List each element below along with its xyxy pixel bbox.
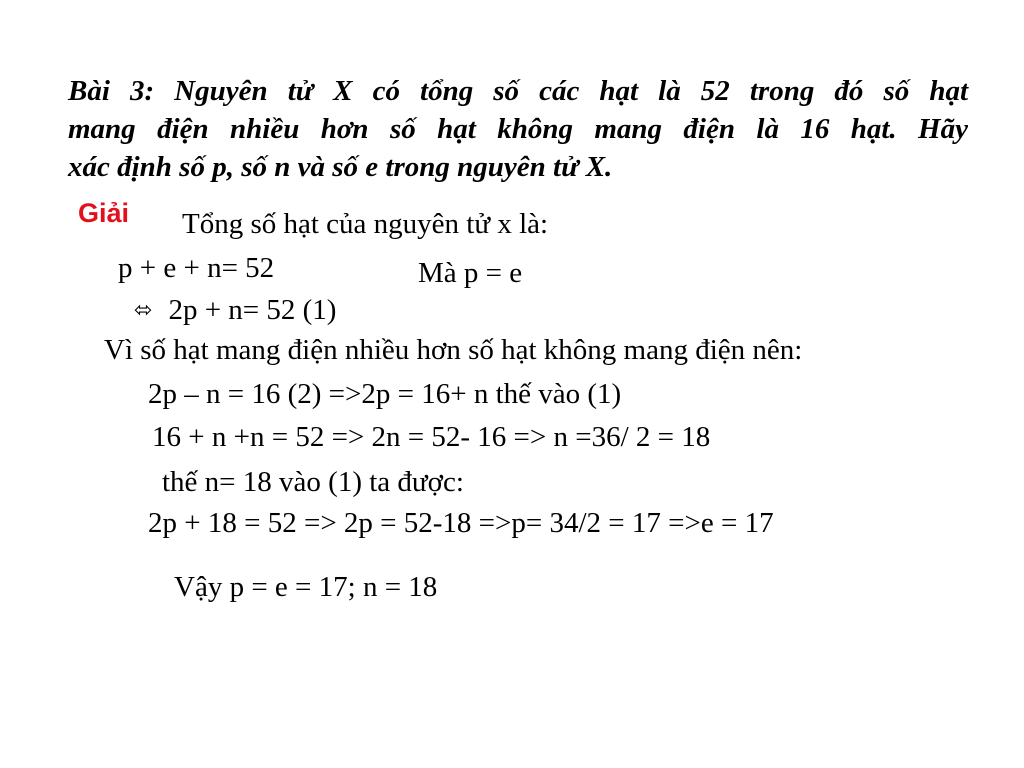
total-intro-text: Tổng số hạt của nguyên tử x là: <box>182 208 549 240</box>
equation-2: 2p – n = 16 (2) =>2p = 16+ n thế vào (1) <box>148 378 622 410</box>
total-equation: p + e + n= 52 <box>118 252 275 284</box>
solution-heading: Giải <box>78 198 130 228</box>
solve-p-line: 2p + 18 = 52 => 2p = 52-18 =>p= 34/2 = 17 =>e = 17 <box>148 507 774 539</box>
reason-text: Vì số hạt mang điện nhiều hơn số hạt không mang điện nên: <box>104 334 803 366</box>
solve-n-line: 16 + n +n = 52 => 2n = 52- 16 => n =36/ 2 = 18 <box>152 421 711 453</box>
problem-line-2: mang điện nhiều hơn số hạt không mang điện là 16 hạt. Hãy <box>68 113 968 145</box>
conclusion-text: Vậy p = e = 17; n = 18 <box>174 571 438 603</box>
equivalence-arrow-icon: ⬄ <box>134 298 153 323</box>
problem-statement <box>68 72 968 186</box>
equation-1-row <box>134 293 336 328</box>
substitute-text: thế n= 18 vào (1) ta được: <box>162 466 464 498</box>
p-equals-e-note: Mà p = e <box>418 257 523 289</box>
problem-line-3: xác định số p, số n và số e trong nguyên tử X. <box>68 151 613 183</box>
equation-1: 2p + n= 52 (1) <box>168 294 337 326</box>
problem-line-1: Bài 3: Nguyên tử X có tổng số các hạt là 52 trong đó số hạt <box>68 75 968 107</box>
